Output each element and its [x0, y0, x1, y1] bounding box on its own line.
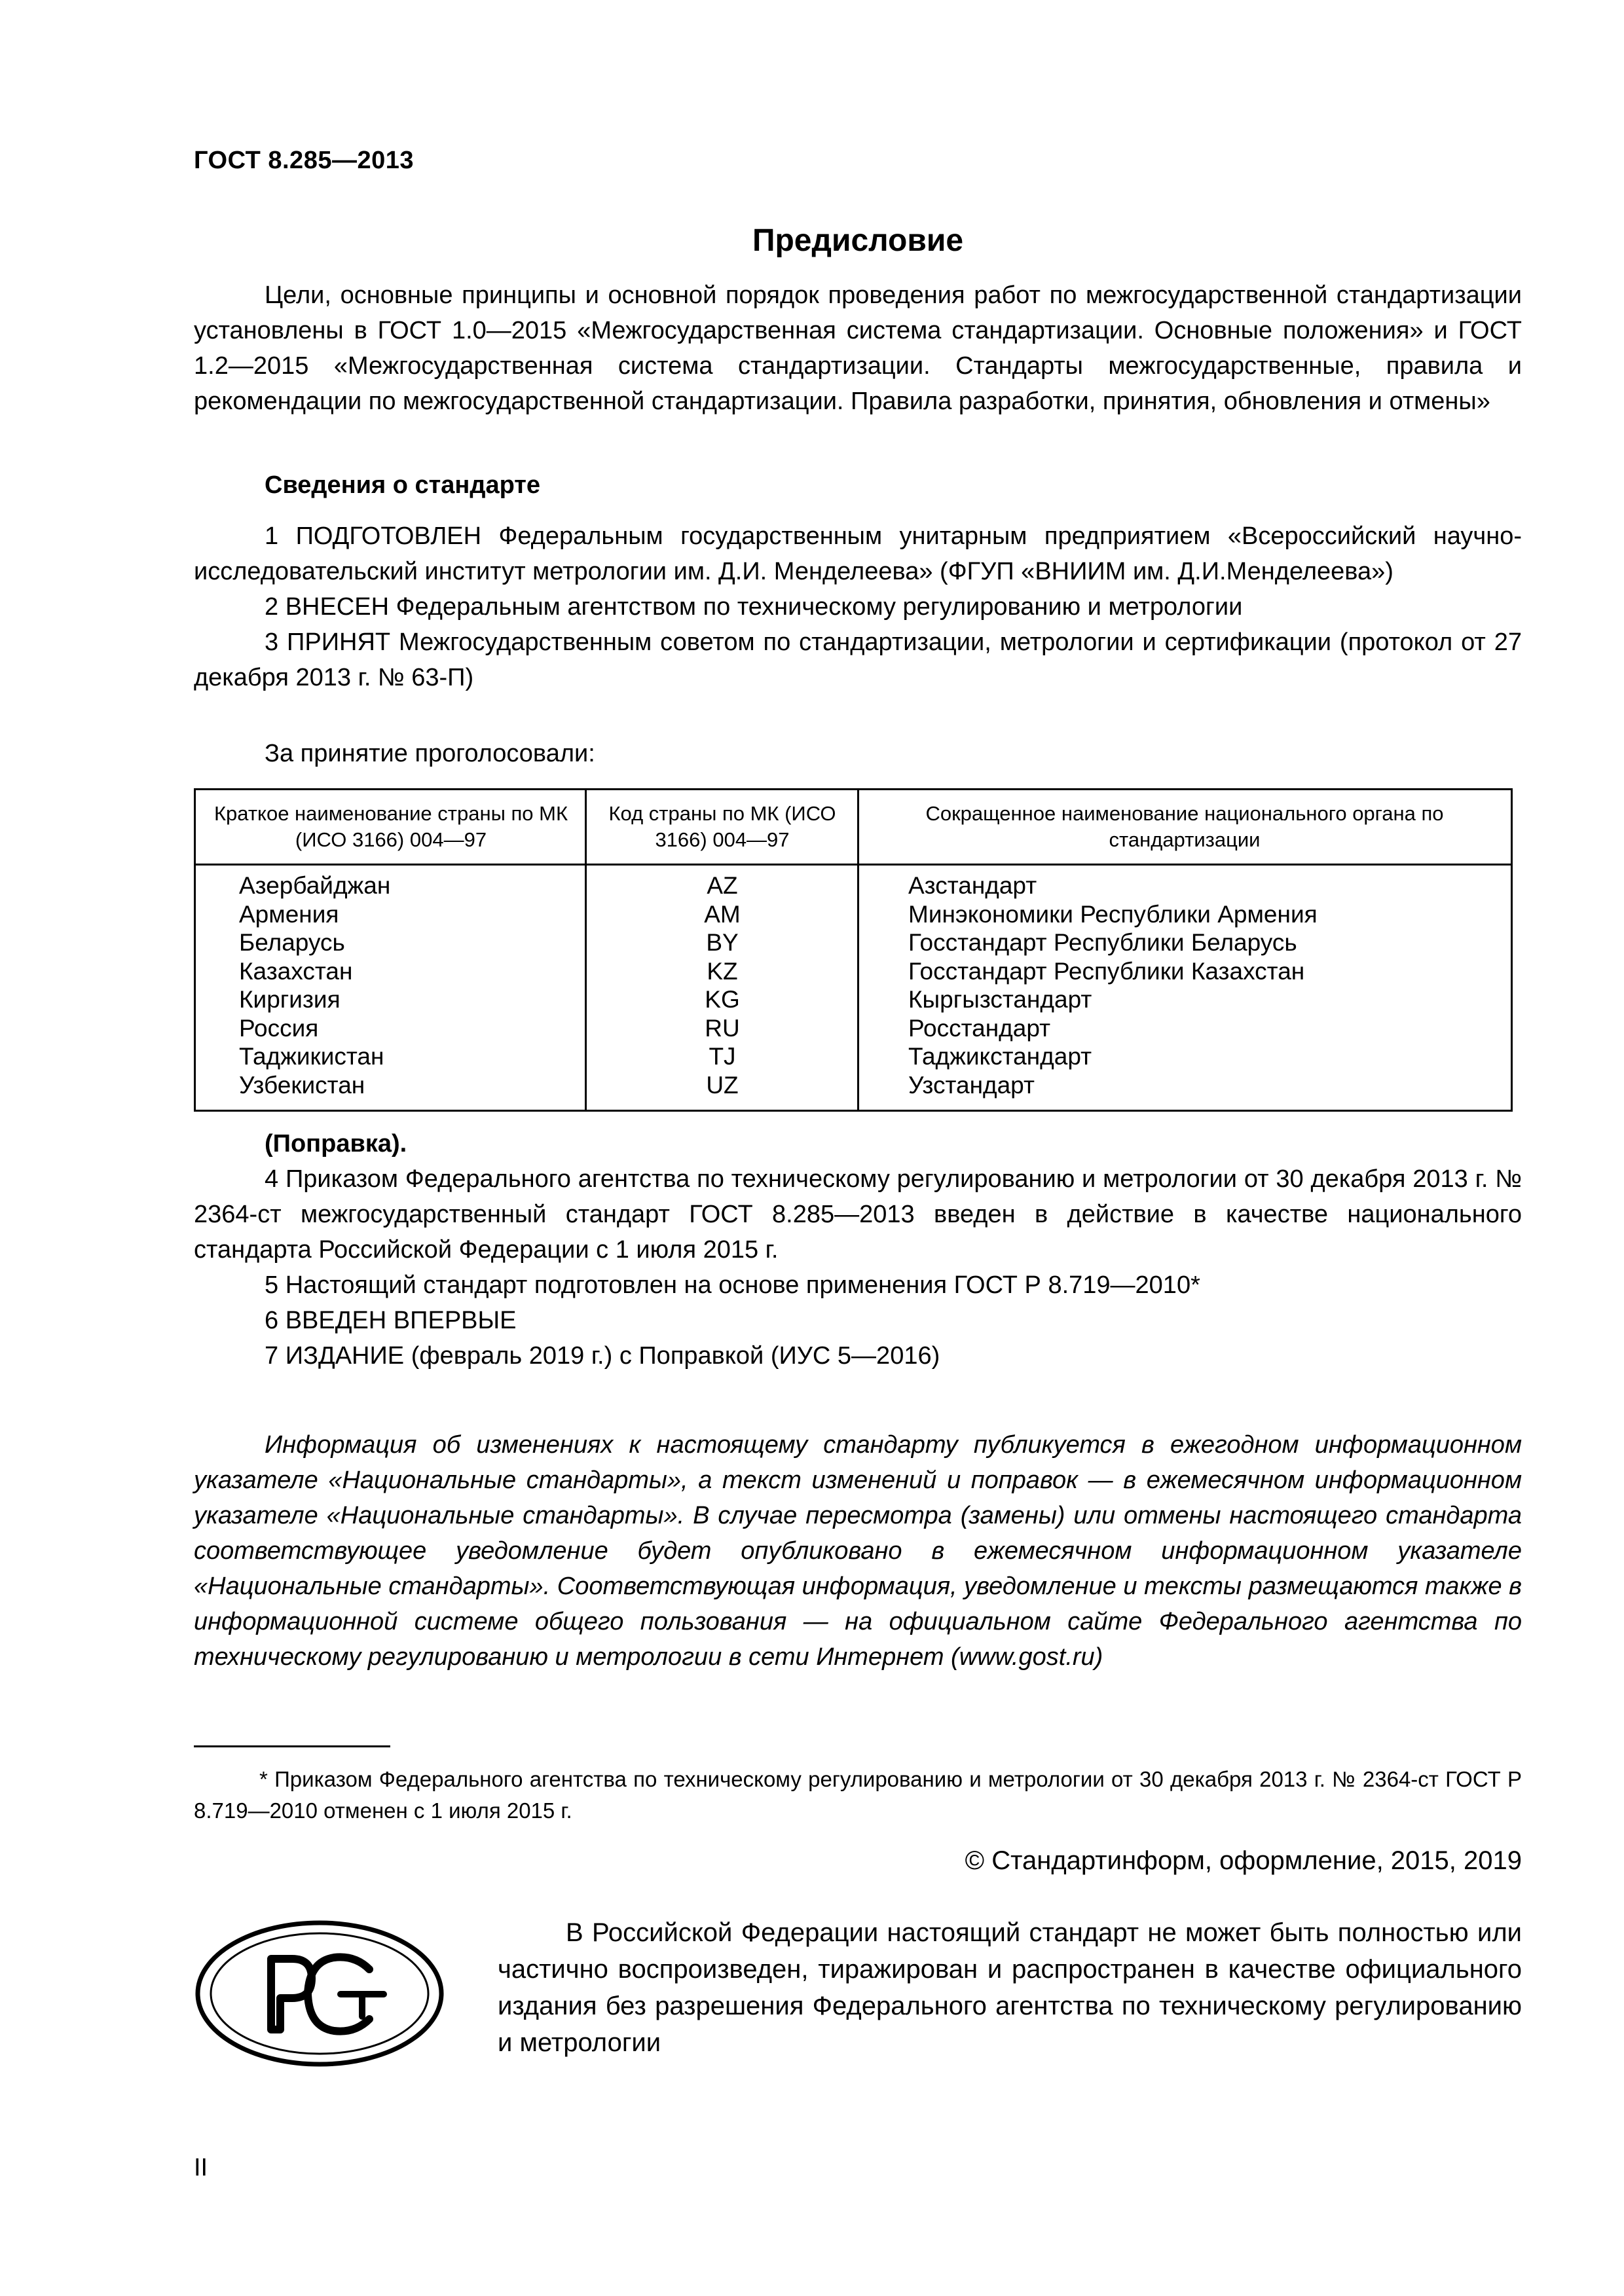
table-cell-body: Таджикстандарт	[908, 1043, 1092, 1070]
table-cell-code: KG	[705, 986, 740, 1013]
table-cell-body: Узстандарт	[908, 1071, 1035, 1099]
table-header-row	[196, 790, 1511, 866]
voted-line	[194, 736, 1522, 771]
info-heading-text: Сведения о стандарте	[265, 471, 541, 499]
table-cell-country: Таджикистан	[239, 1043, 384, 1070]
table-header-body: Сокращенное наименование национального органа по стандартизации	[925, 802, 1444, 851]
amendment-text: (Поправка).	[265, 1130, 407, 1157]
table-cell-body: Кыргызстандарт	[908, 986, 1092, 1013]
info-item-4: 4 Приказом Федерального агентства по техническому регулированию и метрологии от 30 декабря 2013 г. № 2364-ст межгосударственный стандарт ГОСТ 8.285—2013 введен в действие в качестве национального стандарта Российской Федерации с 1 июля 2015 г.	[194, 1165, 1522, 1264]
info-item-6: 6 ВВЕДЕН ВПЕРВЫЕ	[265, 1307, 517, 1334]
voted-text: За принятие проголосовали:	[265, 740, 595, 767]
table-cell-body: Азстандарт	[908, 872, 1037, 899]
page-title: Предисловие	[752, 223, 964, 258]
change-notice-text: Информация об изменениях к настоящему стандарту публикуется в ежегодном информационном указателе «Национальные стандарты», а текст изменений и поправок — в ежемесячном информационном указателе «Национальные стандарты». В случае пересмотра (замены) или отмены настоящего стандарта соответствующее уведомление будет опубликовано в ежемесячном информационном указателе «Национальные стандарты». Соответствующая информация, уведомление и тексты размещаются также в информационной системе общего пользования — на официальном сайте Федерального агентства по техническому регулированию и метрологии в сети Интернет (www.gost.ru)	[194, 1431, 1522, 1671]
table-cell-country: Казахстан	[239, 957, 353, 985]
info-heading	[194, 467, 1522, 503]
table-cell-country: Азербайджан	[239, 872, 391, 899]
table-row	[196, 900, 1511, 929]
table-row	[196, 928, 1511, 957]
table-cell-body: Минэкономики Республики Армения	[908, 900, 1318, 928]
table-cell-body: Госстандарт Республики Беларусь	[908, 929, 1297, 956]
table-row	[196, 871, 1511, 900]
info-item-2: 2 ВНЕСЕН Федеральным агентством по техническому регулированию и метрологии	[265, 593, 1243, 621]
table-row	[196, 985, 1511, 1014]
table-cell-body: Госстандарт Республики Казахстан	[908, 957, 1305, 985]
change-notice-section	[194, 1427, 1522, 1675]
document-number-header: ГОСТ 8.285—2013	[194, 147, 414, 174]
footnote-text: * Приказом Федерального агентства по техническому регулированию и метрологии от 30 декабря 2013 г. № 2364-ст ГОСТ Р 8.719—2010 отменен с 1 июля 2015 г.	[194, 1767, 1522, 1823]
footnote-divider	[194, 1745, 390, 1747]
table-cell-body: Росстандарт	[908, 1014, 1051, 1042]
logo-graphic	[194, 1918, 445, 2069]
table-cell-code: TJ	[709, 1043, 736, 1070]
intro-paragraph: Цели, основные принципы и основной порядок проведения работ по межгосударственной стандартизации установлены в ГОСТ 1.0—2015 «Межгосударственная система стандартизации. Основные положения» и ГОСТ 1.2—2015 «Межгосударственная система стандартизации. Стандарты межгосударственные, правила и рекомендации по межгосударственной стандартизации. Правила разработки, принятия, обновления и отмены»	[194, 282, 1522, 415]
amendment-section	[194, 1126, 1522, 1161]
info-item-1: 1 ПОДГОТОВЛЕН Федеральным государственным унитарным предприятием «Всероссийский научно-исследовательский институт метрологии им. Д.И. Менделеева» (ФГУП «ВНИИМ им. Д.И.Менделеева»)	[194, 522, 1522, 585]
table-body	[196, 871, 1511, 1099]
intro-section	[194, 278, 1522, 419]
info-item-7: 7 ИЗДАНИЕ (февраль 2019 г.) с Поправкой (ИУС 5—2016)	[265, 1342, 940, 1370]
table-cell-code: RU	[705, 1014, 740, 1042]
voting-countries-table	[194, 788, 1513, 1112]
table-cell-code: AZ	[707, 872, 738, 899]
table-row	[196, 1014, 1511, 1043]
table-cell-code: KZ	[707, 957, 738, 985]
table-cell-code: BY	[706, 929, 739, 956]
table-row	[196, 1071, 1511, 1100]
table-cell-code: UZ	[706, 1071, 739, 1099]
table-cell-country: Киргизия	[239, 986, 341, 1013]
pst-certification-logo-icon	[194, 1918, 445, 2069]
info-items-section	[194, 519, 1522, 695]
table-header-country: Краткое наименование страны по МК (ИСО 3166) 004—97	[213, 802, 568, 851]
reproduction-rights-notice: В Российской Федерации настоящий стандарт не может быть полностью или частично воспроизведен, тиражирован и распространен в качестве официального издания без разрешения Федерального агентства по техническому регулированию и метрологии	[498, 1918, 1522, 2057]
table-cell-country: Беларусь	[239, 929, 345, 956]
table-cell-country: Россия	[239, 1014, 319, 1042]
table-header-code: Код страны по МК (ИСО 3166) 004—97	[608, 802, 836, 851]
page-number: II	[194, 2154, 208, 2181]
footnote	[194, 1764, 1522, 1827]
table-cell-country: Армения	[239, 900, 339, 928]
table-cell-code: AM	[704, 900, 741, 928]
copyright-line: © Стандартинформ, оформление, 2015, 2019	[965, 1846, 1522, 1875]
info-item-3: 3 ПРИНЯТ Межгосударственным советом по стандартизации, метрологии и сертификации (протокол от 27 декабря 2013 г. № 63-П)	[194, 629, 1522, 691]
table-cell-country: Узбекистан	[239, 1071, 365, 1099]
info-items-section-2	[194, 1161, 1522, 1374]
table-row	[196, 1042, 1511, 1071]
table-row	[196, 957, 1511, 986]
info-item-5: 5 Настоящий стандарт подготовлен на основе применения ГОСТ Р 8.719—2010*	[265, 1271, 1200, 1299]
